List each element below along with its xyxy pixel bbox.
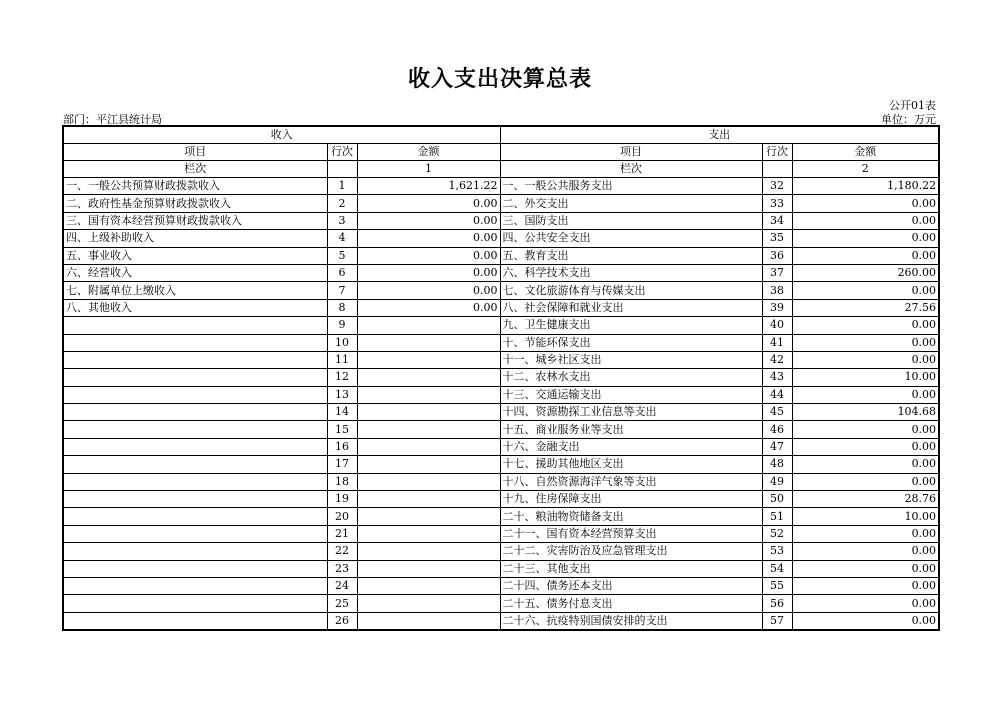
expense-amount: 1,180.22: [792, 178, 939, 195]
expense-amount: 0.00: [792, 421, 939, 438]
expense-amount: 0.00: [792, 595, 939, 612]
income-item: 二、政府性基金预算财政拨款收入: [63, 195, 327, 212]
expense-item: 二十、粮油物资储备支出: [500, 508, 762, 525]
expense-amount: 0.00: [792, 577, 939, 594]
expense-item: 二十六、抗疫特别国债安排的支出: [500, 612, 762, 630]
income-amount: [357, 473, 500, 490]
expense-amount: 0.00: [792, 351, 939, 368]
expense-item: 二十五、债务付息支出: [500, 595, 762, 612]
income-item: [63, 595, 327, 612]
table-row: [63, 317, 939, 334]
expense-amount: 10.00: [792, 508, 939, 525]
table-row: [63, 230, 939, 247]
income-amount: 0.00: [357, 195, 500, 212]
expense-line-no: 49: [762, 473, 792, 490]
table-row: [63, 560, 939, 577]
income-line-no: 5: [327, 247, 357, 264]
income-item: [63, 317, 327, 334]
income-line-no: 25: [327, 595, 357, 612]
expense-item: 十、节能环保支出: [500, 334, 762, 351]
income-line-no: 13: [327, 386, 357, 403]
income-line-no: 22: [327, 543, 357, 560]
income-amount: [357, 543, 500, 560]
income-line-no: 21: [327, 525, 357, 542]
income-line-no: 17: [327, 456, 357, 473]
income-line-no: 19: [327, 491, 357, 508]
income-amount: [357, 317, 500, 334]
expense-amount: 10.00: [792, 369, 939, 386]
income-amount: [357, 577, 500, 594]
income-item: [63, 508, 327, 525]
expense-amount: 260.00: [792, 264, 939, 281]
income-item: [63, 369, 327, 386]
expense-amount: 0.00: [792, 386, 939, 403]
expense-line-no: 56: [762, 595, 792, 612]
department-label: 部门：平江县统计局: [63, 113, 162, 126]
expense-line-no: 55: [762, 577, 792, 594]
expense-item: 二十三、其他支出: [500, 560, 762, 577]
expense-item: 七、文化旅游体育与传媒支出: [500, 282, 762, 299]
table-row: [63, 212, 939, 229]
expense-item: 九、卫生健康支出: [500, 317, 762, 334]
expense-line-no: 40: [762, 317, 792, 334]
table-row: [63, 595, 939, 612]
expense-item: 二十四、债务还本支出: [500, 577, 762, 594]
income-amount: [357, 438, 500, 455]
expense-line-no: 37: [762, 264, 792, 281]
income-line-no: 7: [327, 282, 357, 299]
income-index-label: 栏次: [63, 161, 327, 178]
table-row: [63, 299, 939, 316]
expense-line-no: 44: [762, 386, 792, 403]
table-row: [63, 282, 939, 299]
expense-line-no: 48: [762, 456, 792, 473]
expense-item: 八、社会保障和就业支出: [500, 299, 762, 316]
income-line-no: 12: [327, 369, 357, 386]
expense-amount: 0.00: [792, 543, 939, 560]
income-line-no: 10: [327, 334, 357, 351]
table-row: [63, 404, 939, 421]
income-column-number: 1: [357, 161, 500, 178]
income-item: [63, 560, 327, 577]
income-line-no: 24: [327, 577, 357, 594]
income-item: 八、其他收入: [63, 299, 327, 316]
income-item: [63, 351, 327, 368]
income-amount: [357, 386, 500, 403]
expense-item: 十三、交通运输支出: [500, 386, 762, 403]
column-index-row: [63, 161, 939, 178]
table-body: [63, 126, 939, 630]
income-amount: [357, 508, 500, 525]
income-amount-header: 金额: [357, 144, 500, 161]
expense-amount: 0.00: [792, 456, 939, 473]
expense-amount: 27.56: [792, 299, 939, 316]
income-item: 一、一般公共预算财政拨款收入: [63, 178, 327, 195]
income-amount: [357, 421, 500, 438]
expense-item: 二、外交支出: [500, 195, 762, 212]
table-row: [63, 178, 939, 195]
expense-amount: 0.00: [792, 438, 939, 455]
income-line-no: 9: [327, 317, 357, 334]
expense-amount: 0.00: [792, 317, 939, 334]
table-row: [63, 247, 939, 264]
table-row: [63, 577, 939, 594]
expense-index-empty: [762, 161, 792, 178]
form-number: 公开01表: [889, 99, 936, 112]
table-row: [63, 421, 939, 438]
expense-item: 十四、资源勘探工业信息等支出: [500, 404, 762, 421]
income-amount: [357, 351, 500, 368]
income-line-no: 11: [327, 351, 357, 368]
income-line-header: 行次: [327, 144, 357, 161]
income-item: [63, 421, 327, 438]
unit-label: 单位：万元: [881, 113, 936, 126]
income-item: [63, 386, 327, 403]
expense-amount: 0.00: [792, 195, 939, 212]
expense-line-no: 57: [762, 612, 792, 630]
income-item: 四、上级补助收入: [63, 230, 327, 247]
expense-item: 十七、援助其他地区支出: [500, 456, 762, 473]
table-row: [63, 612, 939, 630]
expense-amount: 0.00: [792, 525, 939, 542]
income-line-no: 23: [327, 560, 357, 577]
table-row: [63, 351, 939, 368]
expense-line-no: 53: [762, 543, 792, 560]
expense-index-label: 栏次: [500, 161, 762, 178]
expense-item: 二十一、国有资本经营预算支出: [500, 525, 762, 542]
expense-line-no: 54: [762, 560, 792, 577]
income-item: [63, 525, 327, 542]
expense-line-no: 47: [762, 438, 792, 455]
expense-line-no: 39: [762, 299, 792, 316]
expense-group-header: 支出: [500, 126, 939, 144]
income-item: [63, 543, 327, 560]
expense-item-header: 项目: [500, 144, 762, 161]
expense-line-no: 43: [762, 369, 792, 386]
expense-line-no: 42: [762, 351, 792, 368]
income-item: [63, 438, 327, 455]
expense-item: 十二、农林水支出: [500, 369, 762, 386]
expense-amount: 0.00: [792, 247, 939, 264]
income-amount: 0.00: [357, 264, 500, 281]
expense-line-no: 33: [762, 195, 792, 212]
income-item: 六、经营收入: [63, 264, 327, 281]
expense-amount: 0.00: [792, 560, 939, 577]
income-line-no: 8: [327, 299, 357, 316]
expense-amount-header: 金额: [792, 144, 939, 161]
expense-amount: 0.00: [792, 334, 939, 351]
income-item-header: 项目: [63, 144, 327, 161]
expense-line-no: 41: [762, 334, 792, 351]
income-item: 三、国有资本经营预算财政拨款收入: [63, 212, 327, 229]
table-row: [63, 369, 939, 386]
income-expense-table: [62, 125, 940, 631]
income-item: [63, 491, 327, 508]
income-amount: [357, 525, 500, 542]
expense-column-number: 2: [792, 161, 939, 178]
income-line-no: 26: [327, 612, 357, 630]
table-row: [63, 525, 939, 542]
income-amount: [357, 334, 500, 351]
income-group-header: 收入: [63, 126, 500, 144]
table-row: [63, 334, 939, 351]
expense-item: 四、公共安全支出: [500, 230, 762, 247]
income-line-no: 15: [327, 421, 357, 438]
group-header-row: [63, 126, 939, 144]
income-item: 五、事业收入: [63, 247, 327, 264]
income-line-no: 18: [327, 473, 357, 490]
income-amount: [357, 612, 500, 630]
income-item: [63, 612, 327, 630]
expense-line-no: 38: [762, 282, 792, 299]
income-line-no: 2: [327, 195, 357, 212]
income-amount: [357, 456, 500, 473]
expense-amount: 0.00: [792, 282, 939, 299]
expense-line-no: 36: [762, 247, 792, 264]
income-item: [63, 456, 327, 473]
income-amount: 0.00: [357, 247, 500, 264]
expense-item: 三、国防支出: [500, 212, 762, 229]
income-amount: [357, 560, 500, 577]
expense-line-no: 51: [762, 508, 792, 525]
income-amount: [357, 491, 500, 508]
expense-amount: 0.00: [792, 230, 939, 247]
expense-amount: 0.00: [792, 473, 939, 490]
income-line-no: 16: [327, 438, 357, 455]
expense-amount: 28.76: [792, 491, 939, 508]
expense-item: 十五、商业服务业等支出: [500, 421, 762, 438]
table-row: [63, 264, 939, 281]
table-row: [63, 508, 939, 525]
table-row: [63, 195, 939, 212]
income-item: [63, 473, 327, 490]
income-amount: 0.00: [357, 230, 500, 247]
expense-item: 十一、城乡社区支出: [500, 351, 762, 368]
column-header-row: [63, 144, 939, 161]
income-amount: 1,621.22: [357, 178, 500, 195]
expense-line-no: 32: [762, 178, 792, 195]
expense-item: 十九、住房保障支出: [500, 491, 762, 508]
expense-item: 五、教育支出: [500, 247, 762, 264]
expense-line-no: 35: [762, 230, 792, 247]
income-amount: 0.00: [357, 299, 500, 316]
income-line-no: 4: [327, 230, 357, 247]
table-row: [63, 543, 939, 560]
expense-amount: 0.00: [792, 212, 939, 229]
income-line-no: 6: [327, 264, 357, 281]
expense-item: 一、一般公共服务支出: [500, 178, 762, 195]
income-amount: 0.00: [357, 212, 500, 229]
income-item: [63, 577, 327, 594]
income-line-no: 20: [327, 508, 357, 525]
page-title: 收入支出决算总表: [407, 67, 592, 92]
expense-item: 十八、自然资源海洋气象等支出: [500, 473, 762, 490]
expense-item: 六、科学技术支出: [500, 264, 762, 281]
income-index-empty: [327, 161, 357, 178]
expense-item: 二十二、灾害防治及应急管理支出: [500, 543, 762, 560]
income-amount: [357, 404, 500, 421]
expense-amount: 0.00: [792, 612, 939, 630]
expense-line-no: 46: [762, 421, 792, 438]
income-item: [63, 334, 327, 351]
income-amount: [357, 595, 500, 612]
expense-amount: 104.68: [792, 404, 939, 421]
income-line-no: 3: [327, 212, 357, 229]
income-amount: [357, 369, 500, 386]
table-row: [63, 438, 939, 455]
expense-item: 十六、金融支出: [500, 438, 762, 455]
table-row: [63, 473, 939, 490]
expense-line-no: 50: [762, 491, 792, 508]
expense-line-no: 34: [762, 212, 792, 229]
expense-line-no: 45: [762, 404, 792, 421]
expense-line-header: 行次: [762, 144, 792, 161]
income-line-no: 1: [327, 178, 357, 195]
table-row: [63, 386, 939, 403]
income-item: 七、附属单位上缴收入: [63, 282, 327, 299]
income-line-no: 14: [327, 404, 357, 421]
expense-line-no: 52: [762, 525, 792, 542]
income-item: [63, 404, 327, 421]
table-row: [63, 491, 939, 508]
table-row: [63, 456, 939, 473]
income-amount: 0.00: [357, 282, 500, 299]
